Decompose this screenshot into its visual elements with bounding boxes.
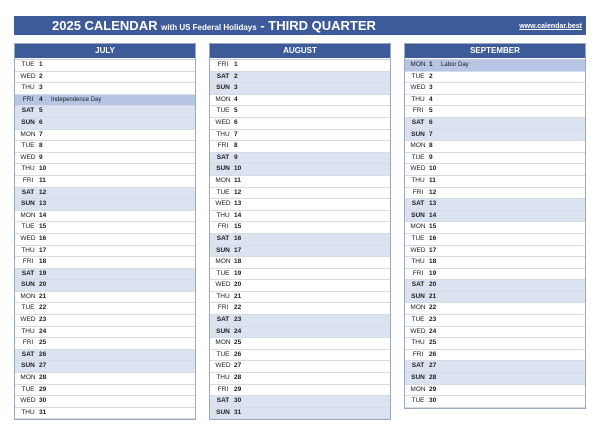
- day-row: [405, 164, 585, 176]
- day-number: 10: [234, 165, 242, 173]
- day-row: [405, 327, 585, 339]
- day-row: [210, 153, 390, 165]
- day-number: 20: [234, 281, 242, 289]
- day-of-week: TUE: [411, 397, 425, 405]
- day-row: [405, 234, 585, 246]
- day-row: [405, 211, 585, 223]
- day-list: [15, 60, 195, 419]
- day-of-week: SAT: [411, 362, 425, 370]
- day-row: [210, 188, 390, 200]
- day-row: [210, 60, 390, 72]
- day-row: [210, 408, 390, 420]
- title-subtitle: with US Federal Holidays: [161, 23, 257, 32]
- day-row: [210, 292, 390, 304]
- day-number: 3: [39, 84, 43, 92]
- day-number: 15: [429, 223, 437, 231]
- month-july: [14, 43, 196, 420]
- day-of-week: TUE: [411, 316, 425, 324]
- day-of-week: WED: [215, 281, 231, 289]
- day-of-week: SAT: [216, 316, 230, 324]
- title-separator: -: [260, 18, 265, 33]
- day-row: [15, 292, 195, 304]
- day-row: [405, 118, 585, 130]
- day-row: [210, 95, 390, 107]
- title-quarter: THIRD QUARTER: [268, 18, 376, 33]
- day-number: 27: [429, 362, 437, 370]
- day-number: 7: [39, 130, 43, 138]
- day-of-week: WED: [20, 153, 36, 161]
- day-number: 12: [234, 188, 242, 196]
- day-row: [210, 211, 390, 223]
- day-of-week: SUN: [21, 118, 35, 126]
- day-of-week: SUN: [216, 84, 230, 92]
- day-number: 16: [234, 234, 242, 242]
- day-of-week: THU: [21, 408, 35, 416]
- day-number: 14: [39, 211, 47, 219]
- day-of-week: FRI: [22, 339, 34, 347]
- day-number: 7: [429, 130, 433, 138]
- day-of-week: TUE: [216, 107, 230, 115]
- day-row: [210, 141, 390, 153]
- day-number: 29: [234, 385, 242, 393]
- day-number: 23: [234, 316, 242, 324]
- day-number: 8: [429, 142, 433, 150]
- day-of-week: MON: [410, 61, 426, 68]
- day-row: [15, 373, 195, 385]
- day-of-week: WED: [20, 72, 36, 80]
- day-number: 30: [234, 397, 242, 405]
- title-bar: [14, 16, 586, 35]
- page-title: [52, 17, 376, 36]
- day-row: [15, 83, 195, 95]
- day-of-week: FRI: [412, 188, 424, 196]
- day-number: 24: [234, 327, 242, 335]
- day-of-week: SUN: [216, 327, 230, 335]
- day-row: [405, 106, 585, 118]
- day-row: [210, 338, 390, 350]
- day-row: [210, 199, 390, 211]
- day-of-week: SUN: [21, 362, 35, 370]
- day-row: [210, 222, 390, 234]
- day-row: [15, 408, 195, 420]
- day-of-week: MON: [410, 385, 426, 393]
- day-row: [15, 234, 195, 246]
- day-of-week: WED: [20, 234, 36, 242]
- day-row: [210, 257, 390, 269]
- day-number: 25: [39, 339, 47, 347]
- day-of-week: SUN: [21, 281, 35, 289]
- day-list: [405, 60, 585, 408]
- day-number: 22: [39, 304, 47, 312]
- day-of-week: SUN: [411, 374, 425, 382]
- day-row: [405, 153, 585, 165]
- day-row: [405, 141, 585, 153]
- day-of-week: TUE: [411, 72, 425, 80]
- day-row: [210, 373, 390, 385]
- day-number: 21: [234, 292, 242, 300]
- day-number: 14: [429, 211, 437, 219]
- day-row: [15, 176, 195, 188]
- day-number: 19: [234, 269, 242, 277]
- day-list: [210, 60, 390, 419]
- day-number: 21: [39, 292, 47, 300]
- day-number: 27: [39, 362, 47, 370]
- day-of-week: TUE: [21, 142, 35, 150]
- day-of-week: WED: [20, 316, 36, 324]
- day-row: [15, 396, 195, 408]
- day-number: 27: [234, 362, 242, 370]
- day-row: [405, 199, 585, 211]
- day-number: 26: [429, 350, 437, 358]
- day-row: [15, 246, 195, 258]
- day-of-week: SUN: [411, 211, 425, 219]
- month-header: AUGUST: [210, 44, 390, 58]
- day-row: [15, 141, 195, 153]
- day-number: 10: [429, 165, 437, 173]
- day-number: 4: [234, 95, 238, 103]
- day-of-week: THU: [411, 95, 425, 103]
- day-row: [15, 188, 195, 200]
- day-of-week: SAT: [21, 107, 35, 115]
- day-number: 12: [429, 188, 437, 196]
- day-of-week: SUN: [21, 200, 35, 208]
- day-row: [405, 292, 585, 304]
- day-number: 20: [39, 281, 47, 289]
- day-of-week: MON: [215, 95, 231, 103]
- day-number: 15: [39, 223, 47, 231]
- day-number: 17: [234, 246, 242, 254]
- day-of-week: TUE: [216, 188, 230, 196]
- day-of-week: FRI: [22, 176, 34, 184]
- day-number: 28: [234, 374, 242, 382]
- day-of-week: THU: [21, 84, 35, 92]
- day-number: 5: [39, 107, 43, 115]
- day-row: [15, 118, 195, 130]
- day-row: [15, 106, 195, 118]
- day-row: [405, 246, 585, 258]
- day-number: 4: [39, 95, 43, 103]
- day-row: [210, 303, 390, 315]
- day-number: 31: [234, 408, 242, 416]
- day-number: 11: [234, 176, 241, 184]
- day-row: [210, 327, 390, 339]
- day-row: [15, 72, 195, 84]
- day-row: [405, 95, 585, 107]
- day-of-week: MON: [410, 304, 426, 312]
- day-row: [15, 303, 195, 315]
- day-row: [210, 315, 390, 327]
- day-of-week: THU: [411, 176, 425, 184]
- day-row: [210, 234, 390, 246]
- day-of-week: WED: [410, 246, 426, 254]
- day-of-week: TUE: [411, 234, 425, 242]
- day-number: 9: [39, 153, 43, 161]
- day-of-week: MON: [410, 223, 426, 231]
- day-number: 9: [429, 153, 433, 161]
- day-number: 24: [39, 327, 47, 335]
- day-number: 2: [39, 72, 43, 80]
- day-number: 1: [429, 61, 433, 68]
- day-row: [15, 257, 195, 269]
- day-of-week: FRI: [217, 61, 229, 68]
- day-of-week: TUE: [411, 153, 425, 161]
- day-of-week: SAT: [216, 234, 230, 242]
- day-row: [405, 373, 585, 385]
- day-number: 12: [39, 188, 47, 196]
- day-row: [405, 361, 585, 373]
- day-of-week: FRI: [217, 142, 229, 150]
- website-link[interactable]: www.calendar.best: [519, 23, 582, 30]
- day-number: 8: [234, 142, 238, 150]
- day-number: 4: [429, 95, 433, 103]
- day-number: 7: [234, 130, 238, 138]
- day-of-week: FRI: [217, 385, 229, 393]
- day-number: 17: [429, 246, 437, 254]
- day-of-week: FRI: [412, 269, 424, 277]
- day-row: [405, 350, 585, 362]
- day-number: 18: [429, 258, 437, 266]
- day-row: [210, 72, 390, 84]
- day-row: [15, 327, 195, 339]
- day-row: [405, 269, 585, 281]
- day-of-week: SUN: [216, 408, 230, 416]
- day-of-week: MON: [215, 258, 231, 266]
- day-number: 23: [39, 316, 47, 324]
- day-number: 29: [39, 385, 47, 393]
- day-number: 6: [234, 118, 238, 126]
- day-number: 21: [429, 292, 437, 300]
- day-of-week: TUE: [21, 223, 35, 231]
- day-of-week: WED: [215, 200, 231, 208]
- day-number: 18: [234, 258, 242, 266]
- day-row: [15, 280, 195, 292]
- day-of-week: SAT: [216, 72, 230, 80]
- day-number: 13: [39, 200, 47, 208]
- day-number: 29: [429, 385, 437, 393]
- day-row: [15, 199, 195, 211]
- day-row: [15, 211, 195, 223]
- day-number: 31: [39, 408, 47, 416]
- day-number: 28: [39, 374, 47, 382]
- day-number: 6: [39, 118, 43, 126]
- day-row: [405, 188, 585, 200]
- day-number: 16: [39, 234, 47, 242]
- day-number: 23: [429, 316, 437, 324]
- day-row: [15, 60, 195, 72]
- day-of-week: WED: [410, 84, 426, 92]
- day-number: 2: [234, 72, 238, 80]
- day-number: 22: [429, 304, 437, 312]
- holiday-row: [15, 95, 195, 107]
- day-number: 22: [234, 304, 242, 312]
- day-of-week: SAT: [216, 397, 230, 405]
- day-number: 13: [234, 200, 242, 208]
- day-of-week: MON: [20, 374, 36, 382]
- day-row: [210, 106, 390, 118]
- day-number: 25: [429, 339, 437, 347]
- day-of-week: SAT: [216, 153, 230, 161]
- day-of-week: THU: [21, 246, 35, 254]
- day-row: [405, 315, 585, 327]
- day-number: 20: [429, 281, 437, 289]
- day-of-week: THU: [21, 165, 35, 173]
- day-row: [15, 361, 195, 373]
- day-of-week: SAT: [411, 118, 425, 126]
- day-number: 1: [39, 61, 43, 68]
- day-of-week: WED: [410, 327, 426, 335]
- day-of-week: THU: [216, 374, 230, 382]
- day-number: 5: [429, 107, 433, 115]
- day-of-week: FRI: [217, 223, 229, 231]
- day-number: 18: [39, 258, 47, 266]
- day-of-week: WED: [20, 397, 36, 405]
- day-number: 26: [234, 350, 242, 358]
- day-row: [210, 164, 390, 176]
- day-row: [405, 280, 585, 292]
- day-number: 30: [39, 397, 47, 405]
- day-row: [405, 83, 585, 95]
- day-number: 19: [429, 269, 437, 277]
- day-number: 15: [234, 223, 242, 231]
- holiday-label: Labor Day: [441, 62, 469, 68]
- day-number: 1: [234, 61, 238, 68]
- day-row: [15, 269, 195, 281]
- day-of-week: SUN: [411, 292, 425, 300]
- day-row: [210, 130, 390, 142]
- day-number: 28: [429, 374, 437, 382]
- day-row: [15, 350, 195, 362]
- day-number: 30: [429, 397, 437, 405]
- day-of-week: SAT: [21, 188, 35, 196]
- month-september: [404, 43, 586, 409]
- day-row: [210, 280, 390, 292]
- day-of-week: THU: [411, 258, 425, 266]
- day-number: 13: [429, 200, 437, 208]
- day-row: [210, 246, 390, 258]
- day-row: [405, 130, 585, 142]
- day-of-week: TUE: [21, 61, 35, 68]
- day-of-week: MON: [20, 130, 36, 138]
- day-of-week: SAT: [411, 281, 425, 289]
- day-of-week: MON: [20, 292, 36, 300]
- day-number: 10: [39, 165, 47, 173]
- day-of-week: THU: [216, 292, 230, 300]
- day-row: [405, 72, 585, 84]
- month-header: JULY: [15, 44, 195, 58]
- day-number: 6: [429, 118, 433, 126]
- day-of-week: SUN: [216, 246, 230, 254]
- day-of-week: MON: [410, 142, 426, 150]
- day-of-week: MON: [215, 339, 231, 347]
- day-number: 8: [39, 142, 43, 150]
- day-row: [15, 222, 195, 234]
- day-row: [15, 385, 195, 397]
- day-number: 16: [429, 234, 437, 242]
- day-number: 17: [39, 246, 47, 254]
- day-of-week: WED: [215, 118, 231, 126]
- day-number: 11: [429, 176, 436, 184]
- day-row: [210, 385, 390, 397]
- day-row: [405, 176, 585, 188]
- day-row: [210, 83, 390, 95]
- day-row: [210, 176, 390, 188]
- day-of-week: SAT: [21, 350, 35, 358]
- day-of-week: FRI: [217, 304, 229, 312]
- day-of-week: FRI: [22, 258, 34, 266]
- day-of-week: WED: [215, 362, 231, 370]
- day-row: [405, 338, 585, 350]
- day-of-week: FRI: [412, 107, 424, 115]
- day-number: 25: [234, 339, 242, 347]
- day-of-week: FRI: [412, 350, 424, 358]
- day-of-week: WED: [410, 165, 426, 173]
- day-of-week: THU: [411, 339, 425, 347]
- day-row: [210, 118, 390, 130]
- day-of-week: MON: [215, 176, 231, 184]
- day-of-week: SAT: [411, 200, 425, 208]
- month-header: SEPTEMBER: [405, 44, 585, 58]
- day-of-week: SAT: [21, 269, 35, 277]
- day-of-week: THU: [21, 327, 35, 335]
- day-number: 3: [234, 84, 238, 92]
- day-of-week: FRI: [22, 95, 34, 103]
- day-row: [210, 396, 390, 408]
- day-row: [405, 257, 585, 269]
- day-row: [15, 315, 195, 327]
- day-row: [210, 269, 390, 281]
- day-number: 14: [234, 211, 242, 219]
- day-of-week: TUE: [216, 350, 230, 358]
- day-row: [405, 396, 585, 408]
- title-main: 2025 CALENDAR: [52, 18, 158, 33]
- day-of-week: TUE: [21, 304, 35, 312]
- day-row: [405, 303, 585, 315]
- day-of-week: THU: [216, 130, 230, 138]
- holiday-row: [405, 60, 585, 72]
- day-row: [15, 338, 195, 350]
- day-of-week: MON: [20, 211, 36, 219]
- day-number: 26: [39, 350, 47, 358]
- day-row: [15, 130, 195, 142]
- day-number: 19: [39, 269, 47, 277]
- day-number: 3: [429, 84, 433, 92]
- month-august: [209, 43, 391, 420]
- day-of-week: SUN: [216, 165, 230, 173]
- day-row: [405, 385, 585, 397]
- day-row: [15, 153, 195, 165]
- day-row: [210, 350, 390, 362]
- day-of-week: THU: [216, 211, 230, 219]
- holiday-label: Independence Day: [51, 96, 102, 103]
- day-number: 24: [429, 327, 437, 335]
- day-number: 5: [234, 107, 238, 115]
- day-number: 11: [39, 176, 46, 184]
- day-of-week: TUE: [216, 269, 230, 277]
- day-of-week: SUN: [411, 130, 425, 138]
- day-row: [210, 361, 390, 373]
- day-number: 2: [429, 72, 433, 80]
- day-of-week: TUE: [21, 385, 35, 393]
- day-row: [15, 164, 195, 176]
- day-row: [405, 222, 585, 234]
- day-number: 9: [234, 153, 238, 161]
